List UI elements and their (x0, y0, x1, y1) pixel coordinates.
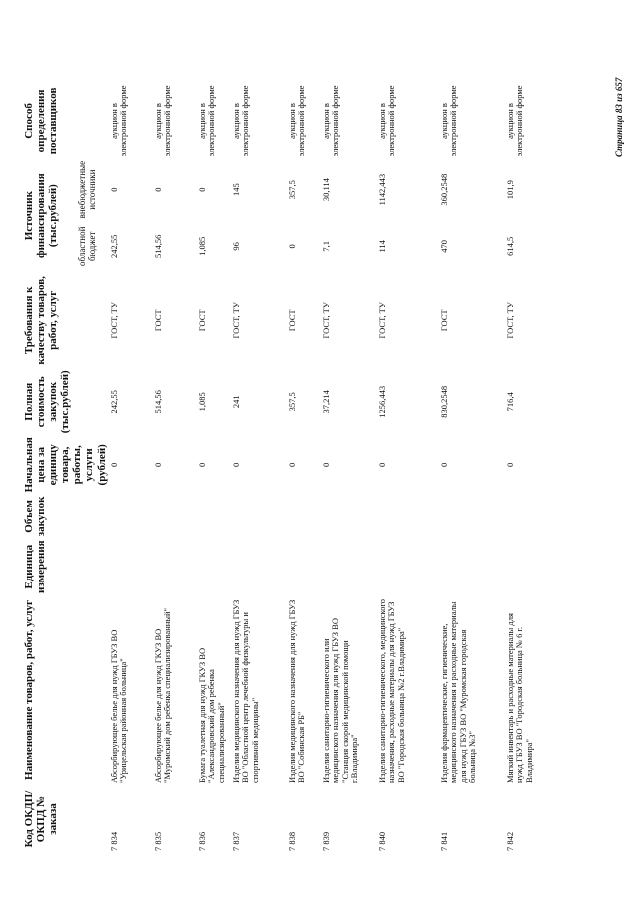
cell-extrabudget: 0 (108, 187, 119, 192)
cell-unit-price: 0 (196, 462, 207, 467)
cell-total-cost: 241 (230, 395, 241, 409)
cell-extrabudget: 357,5 (286, 180, 297, 200)
cell-regional: 0 (286, 244, 297, 249)
header-requirements: Требования к качеству товаров, работ, услуг (23, 276, 60, 365)
cell-requirements: ГОСТ (152, 309, 163, 332)
table-row (439, 83, 505, 853)
cell-unit-price: 0 (286, 462, 297, 467)
cell-volume (287, 494, 321, 538)
cell-volume (153, 494, 197, 538)
cell-code: 7 835 (152, 831, 163, 851)
cell-total-cost: 242,55 (108, 390, 119, 414)
cell-unit-price: 0 (230, 462, 241, 467)
cell-unit (109, 538, 153, 595)
cell-regional: 470 (438, 239, 449, 253)
table-row (231, 83, 287, 853)
cell-name: Изделия фармацевтические, гигиенические, медицинского назначения и расходные материалы для нужд ГБУЗ ВО "Муромская городская больница №3" (438, 601, 478, 783)
header-volume: Объем закупок (23, 496, 48, 537)
cell-unit-price: 0 (438, 462, 449, 467)
table-row (153, 83, 197, 853)
cell-unit-price: 0 (320, 462, 331, 467)
cell-total-cost: 357,5 (286, 392, 297, 412)
cell-volume (109, 494, 153, 538)
cell-volume (231, 494, 287, 538)
cell-extrabudget: 360,2548 (438, 173, 449, 206)
cell-regional: 96 (230, 242, 241, 251)
table-row (321, 83, 377, 853)
table-row (197, 83, 231, 853)
table-row (505, 83, 551, 853)
cell-unit (153, 538, 197, 595)
cell-unit (231, 538, 287, 595)
table-body (109, 83, 551, 853)
cell-unit (321, 538, 377, 595)
cell-unit (197, 538, 231, 595)
cell-unit-price: 0 (504, 462, 515, 467)
cell-requirements: ГОСТ (438, 309, 449, 332)
cell-total-cost: 830,2548 (438, 385, 449, 418)
cell-extrabudget: 30,114 (320, 178, 331, 202)
procurement-table (22, 83, 551, 853)
cell-method: аукцион в электронной форме (286, 85, 307, 157)
cell-name: Изделия санитарно-гигиенического, медицинского назначения, расходные материалы для нужд ГБУЗ ВО "Городская больница №2 г.Владимира" (376, 599, 406, 783)
cell-regional: 614,5 (504, 236, 515, 256)
header-unit: Единица измерения (23, 540, 48, 593)
cell-requirements: ГОСТ, ТУ (376, 302, 387, 339)
cell-name: Мягкий инвентарь и расходные материалы для нужд ГБУЗ ВО "Городская больница № 6 г. Владимира" (504, 613, 534, 783)
cell-method: аукцион в электронной форме (320, 85, 341, 157)
header-total-cost: Полная стоимость закупок (тыс.рублей) (23, 370, 72, 434)
cell-extrabudget: 0 (196, 187, 207, 192)
cell-code: 7 841 (438, 831, 449, 851)
cell-regional: 514,56 (152, 234, 163, 258)
cell-code: 7 837 (230, 831, 241, 851)
cell-code: 7 839 (320, 831, 331, 851)
cell-code: 7 840 (376, 831, 387, 851)
cell-unit (505, 538, 551, 595)
table-header (22, 83, 109, 853)
cell-requirements: ГОСТ, ТУ (230, 302, 241, 339)
cell-requirements: ГОСТ, ТУ (504, 302, 515, 339)
cell-unit (439, 538, 505, 595)
cell-regional: 242,55 (108, 234, 119, 258)
cell-total-cost: 37,214 (320, 390, 331, 414)
cell-code: 7 842 (504, 831, 515, 851)
cell-name: Абсорбирующее белье для нужд ГБУЗ ВО "Урицельская районная больница" (108, 629, 129, 783)
table-row (377, 83, 439, 853)
cell-regional: 114 (376, 240, 387, 253)
cell-volume (439, 494, 505, 538)
cell-total-cost: 1,085 (196, 392, 207, 412)
cell-unit (377, 538, 439, 595)
cell-method: аукцион в электронной форме (376, 85, 397, 157)
cell-extrabudget: 145 (230, 183, 241, 196)
header-code: Код ОКДП/ ОКПД № заказа (23, 790, 60, 848)
cell-method: аукцион в электронной форме (438, 85, 459, 157)
cell-total-cost: 514,56 (152, 390, 163, 414)
cell-extrabudget: 1142,443 (376, 173, 387, 206)
cell-requirements: ГОСТ, ТУ (320, 302, 331, 339)
cell-code: 7 834 (108, 831, 119, 851)
cell-requirements: ГОСТ (286, 309, 297, 332)
cell-name: Абсорбирующее белье для нужд ГКУЗ ВО "Муромский дом ребенка специализированный" (152, 607, 173, 783)
header-financing: Источник финансирования (тыс.рублей) (23, 173, 60, 259)
header-financing-extrabudget: внебюджетные источники (77, 160, 98, 219)
cell-unit-price: 0 (376, 462, 387, 467)
header-financing-regional: областной бюджет (77, 226, 98, 267)
cell-volume (321, 494, 377, 538)
cell-name: Бумага туалетная для нужд ГКУЗ ВО "Александровский дом ребенка специализированный" (196, 647, 226, 783)
cell-volume (505, 494, 551, 538)
header-method: Способ определения поставщиков (23, 87, 60, 155)
cell-method: аукцион в электронной форме (230, 85, 251, 157)
cell-volume (377, 494, 439, 538)
cell-method: аукцион в электронной форме (504, 85, 525, 157)
cell-requirements: ГОСТ, ТУ (108, 302, 119, 339)
cell-extrabudget: 0 (152, 187, 163, 192)
cell-name: Изделия санитарно-гигиенического или медицинского назначения для нужд ГБУЗ ВО "Станция скорой медицинской помощи г.Владимира" (320, 618, 360, 783)
cell-total-cost: 1256,443 (376, 385, 387, 418)
cell-unit-price: 0 (152, 462, 163, 467)
cell-unit-price: 0 (108, 462, 119, 467)
cell-name: Изделия медицинского назначения для нужд ГБУЗ ВО "Областной центр лечебной физкультуры и спортивной медицины" (230, 599, 260, 783)
page-number: Страница 83 из 657 (614, 77, 624, 157)
cell-code: 7 836 (196, 831, 207, 851)
cell-method: аукцион в электронной форме (152, 85, 173, 157)
cell-volume (197, 494, 231, 538)
cell-requirements: ГОСТ (196, 309, 207, 332)
cell-method: аукцион в электронной форме (108, 85, 129, 157)
cell-regional: 1,085 (196, 236, 207, 256)
cell-total-cost: 716,4 (504, 392, 515, 412)
table-row (287, 83, 321, 853)
cell-extrabudget: 101,9 (504, 180, 515, 200)
cell-name: Изделия медицинского назначения для нужд ГБУЗ ВО "Собинская РБ" (286, 599, 307, 783)
cell-regional: 7,1 (320, 241, 331, 252)
header-name: Наименование товаров, работ, услуг (23, 600, 35, 780)
cell-unit (287, 538, 321, 595)
table-row (109, 83, 153, 853)
header-unit-price: Начальная цена за единицу товара, работы, услуги (рублей) (23, 437, 108, 493)
cell-method: аукцион в электронной форме (196, 85, 217, 157)
cell-code: 7 838 (286, 831, 297, 851)
